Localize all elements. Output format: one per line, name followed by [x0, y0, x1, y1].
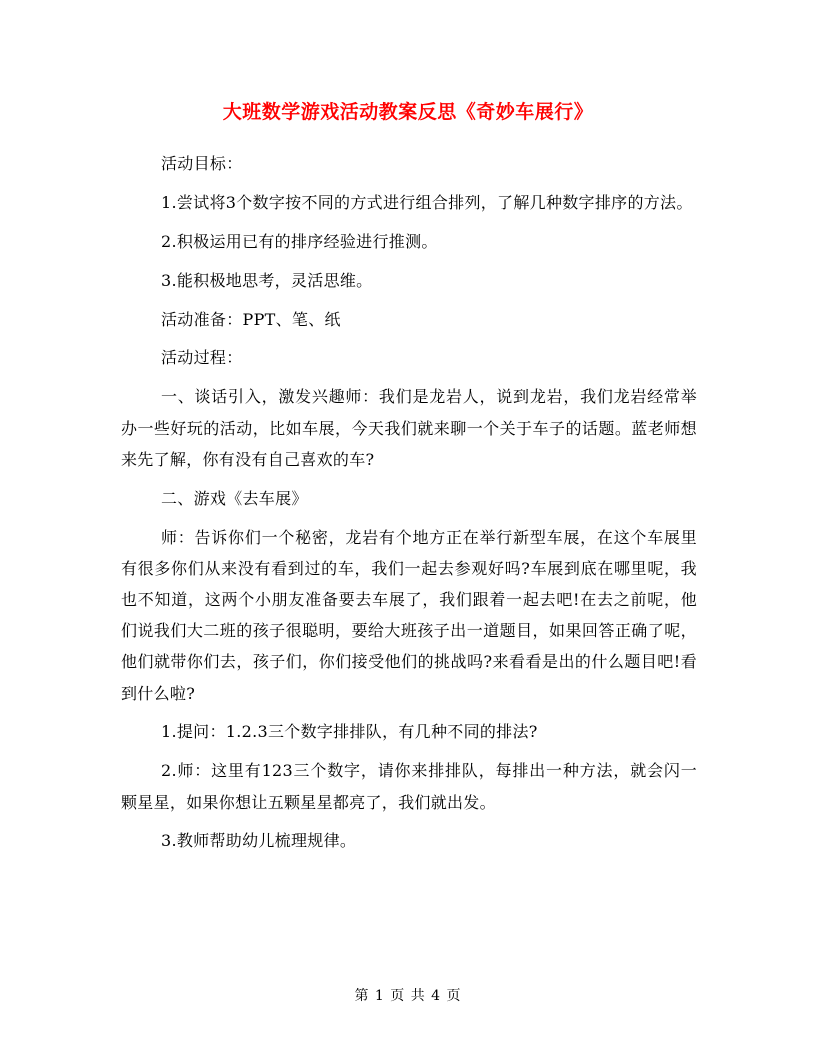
paragraph-intro: 一、谈话引入，激发兴趣师：我们是龙岩人，说到龙岩，我们龙岩经常举办一些好玩的活动，比如车展，今天我们就来聊一个关于车子的话题。蓝老师想来先了解，你有没有自己喜欢的车? [121, 387, 697, 469]
paragraph-process-heading: 活动过程： [161, 348, 243, 368]
paragraph-goal-3: 3.能积极地思考，灵活思维。 [161, 270, 373, 290]
paragraph-goals-heading: 活动目标： [161, 154, 243, 173]
paragraph-goal-1: 1.尝试将3个数字按不同的方式进行组合排列，了解几种数字排序的方法。 [161, 192, 693, 212]
paragraph-step-1: 1.提问：1.2.3三个数字排排队，有几种不同的排法? [161, 722, 538, 742]
document-title: 大班数学游戏活动教案反思《奇妙车展行》 [222, 101, 594, 123]
paragraph-step-2: 2.师：这里有123三个数字，请你来排排队，每排出一种方法，就会闪一颗星星，如果你想让五颗星星都亮了，我们就出发。 [121, 761, 697, 812]
page-footer: 第 1 页 共 4 页 [354, 988, 462, 1004]
paragraph-game-heading: 二、游戏《去车展》 [161, 488, 308, 508]
document-body [121, 148, 697, 864]
paragraph-step-3: 3.教师帮助幼儿梳理规律。 [161, 831, 357, 851]
paragraph-teacher-story: 师：告诉你们一个秘密，龙岩有个地方正在举行新型车展，在这个车展里有很多你们从来没有看到过的车，我们一起去参观好吗?车展到底在哪里呢，我也不知道，这两个小朋友准备要去车展了，我们跟着一起去吧!在去之前呢，他们说我们大二班的孩子很聪明，要给大班孩子出一道题目，如果回答正确了呢，他们就带你们去，孩子们，你们接受他们的挑战吗?来看看是出的什么题目吧!看到什么啦? [121, 527, 697, 703]
paragraph-preparation: 活动准备：PPT、笔、纸 [161, 309, 341, 329]
paragraph-goal-2: 2.积极运用已有的排序经验进行推测。 [161, 231, 438, 251]
